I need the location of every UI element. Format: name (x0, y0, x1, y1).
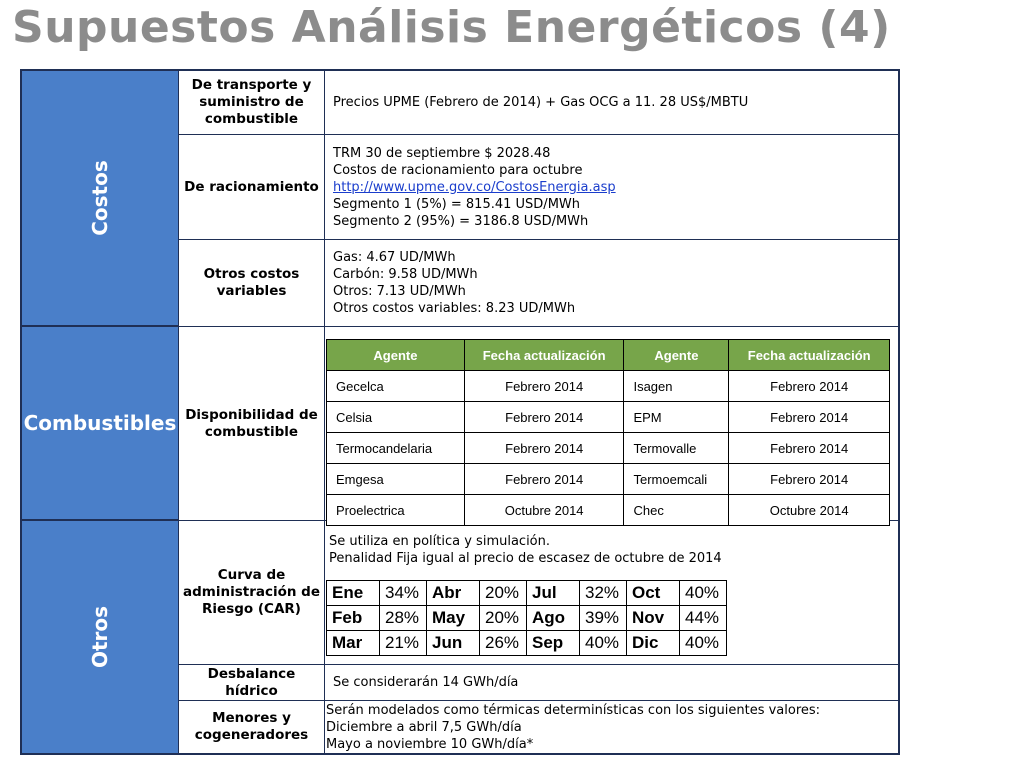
month-value: 28% (380, 606, 427, 631)
update-date: Febrero 2014 (464, 464, 624, 495)
update-date: Octubre 2014 (464, 495, 624, 526)
category-costos (22, 71, 178, 327)
category-otros (22, 521, 178, 753)
update-date: Febrero 2014 (464, 371, 624, 402)
month-value: 32% (580, 581, 627, 606)
row-value-otros-costos (325, 240, 898, 327)
row-value-transporte (325, 71, 898, 135)
update-date: Febrero 2014 (729, 402, 890, 433)
agent-name: Proelectrica (327, 495, 465, 526)
value-line: Precios UPME (Febrero de 2014) + Gas OCG a 11. 28 US$/MBTU (333, 95, 749, 110)
row-label-desbalance: Desbalance hídrico (178, 665, 325, 701)
month-value: 21% (380, 631, 427, 656)
month-value: 20% (480, 581, 527, 606)
month-label: Abr (427, 581, 480, 606)
update-date: Febrero 2014 (464, 433, 624, 464)
header-fecha: Fecha actualización (729, 340, 890, 371)
value-line: Segmento 2 (95%) = 3186.8 USD/MWh (333, 214, 589, 229)
agent-name: Termocandelaria (327, 433, 465, 464)
table-row (327, 631, 727, 656)
month-value: 20% (480, 606, 527, 631)
value-line: Diciembre a abril 7,5 GWh/día (326, 720, 522, 735)
row-label-car: Curva de administración de Riesgo (CAR) (178, 521, 325, 665)
row-value-desbalance (325, 665, 898, 701)
update-date: Febrero 2014 (729, 464, 890, 495)
row-label-disponibilidad: Disponibilidad de combustible (178, 327, 325, 521)
header-agente: Agente (624, 340, 729, 371)
month-value: 40% (580, 631, 627, 656)
row-label-transporte: De transporte y suministro de combustible (178, 71, 325, 135)
row-value-racionamiento (325, 135, 898, 240)
row-value-menores (325, 701, 898, 753)
row-label-otros-costos: Otros costos variables (178, 240, 325, 327)
category-costos-label: Costos (88, 160, 112, 236)
month-value: 40% (680, 631, 727, 656)
value-line: TRM 30 de septiembre $ 2028.48 (333, 146, 551, 161)
month-label: Mar (327, 631, 380, 656)
car-monthly-table (326, 580, 727, 656)
value-line: Se utiliza en política y simulación. (329, 534, 551, 549)
agent-name: Chec (624, 495, 729, 526)
month-value: 44% (680, 606, 727, 631)
agent-name: Celsia (327, 402, 465, 433)
value-line: Segmento 1 (5%) = 815.41 USD/MWh (333, 197, 580, 212)
month-label: Dic (627, 631, 680, 656)
value-line: Penalidad Fija igual al precio de escasez de octubre de 2014 (329, 551, 722, 566)
agent-name: Isagen (624, 371, 729, 402)
agents-table (326, 339, 890, 526)
category-combustibles (22, 327, 178, 521)
table-row (327, 402, 890, 433)
month-label: Oct (627, 581, 680, 606)
page-title: Supuestos Análisis Energéticos (4) (12, 2, 891, 53)
agents-header-row (327, 340, 890, 371)
upme-costos-link[interactable]: http://www.upme.gov.co/CostosEnergia.asp (333, 180, 616, 195)
month-label: Sep (527, 631, 580, 656)
table-row (327, 433, 890, 464)
agent-name: Termoemcali (624, 464, 729, 495)
agent-name: EPM (624, 402, 729, 433)
value-line: Carbón: 9.58 UD/MWh (333, 267, 478, 282)
value-line: Mayo a noviembre 10 GWh/día* (326, 737, 534, 752)
table-row (327, 581, 727, 606)
month-value: 39% (580, 606, 627, 631)
value-line: Se considerarán 14 GWh/día (333, 675, 519, 690)
row-label-racionamiento: De racionamiento (178, 135, 325, 240)
row-label-menores: Menores y cogeneradores (178, 701, 325, 753)
agent-name: Emgesa (327, 464, 465, 495)
agent-name: Gecelca (327, 371, 465, 402)
update-date: Octubre 2014 (729, 495, 890, 526)
month-label: Feb (327, 606, 380, 631)
value-line: Otros: 7.13 UD/MWh (333, 284, 466, 299)
update-date: Febrero 2014 (464, 402, 624, 433)
table-row (327, 606, 727, 631)
category-combustibles-label: Combustibles (23, 411, 177, 435)
value-line: Gas: 4.67 UD/MWh (333, 250, 456, 265)
month-value: 26% (480, 631, 527, 656)
agent-name: Termovalle (624, 433, 729, 464)
month-label: Jun (427, 631, 480, 656)
value-line: Serán modelados como térmicas determinísticas con los siguientes valores: (326, 703, 821, 718)
month-label: Ago (527, 606, 580, 631)
header-fecha: Fecha actualización (464, 340, 624, 371)
month-label: Ene (327, 581, 380, 606)
value-line: Otros costos variables: 8.23 UD/MWh (333, 301, 576, 316)
value-line: Costos de racionamiento para octubre (333, 163, 583, 178)
header-agente: Agente (327, 340, 465, 371)
month-value: 34% (380, 581, 427, 606)
month-label: May (427, 606, 480, 631)
month-value: 40% (680, 581, 727, 606)
month-label: Nov (627, 606, 680, 631)
category-otros-label: Otros (87, 605, 112, 669)
table-row (327, 464, 890, 495)
table-row (327, 371, 890, 402)
update-date: Febrero 2014 (729, 371, 890, 402)
month-label: Jul (527, 581, 580, 606)
update-date: Febrero 2014 (729, 433, 890, 464)
